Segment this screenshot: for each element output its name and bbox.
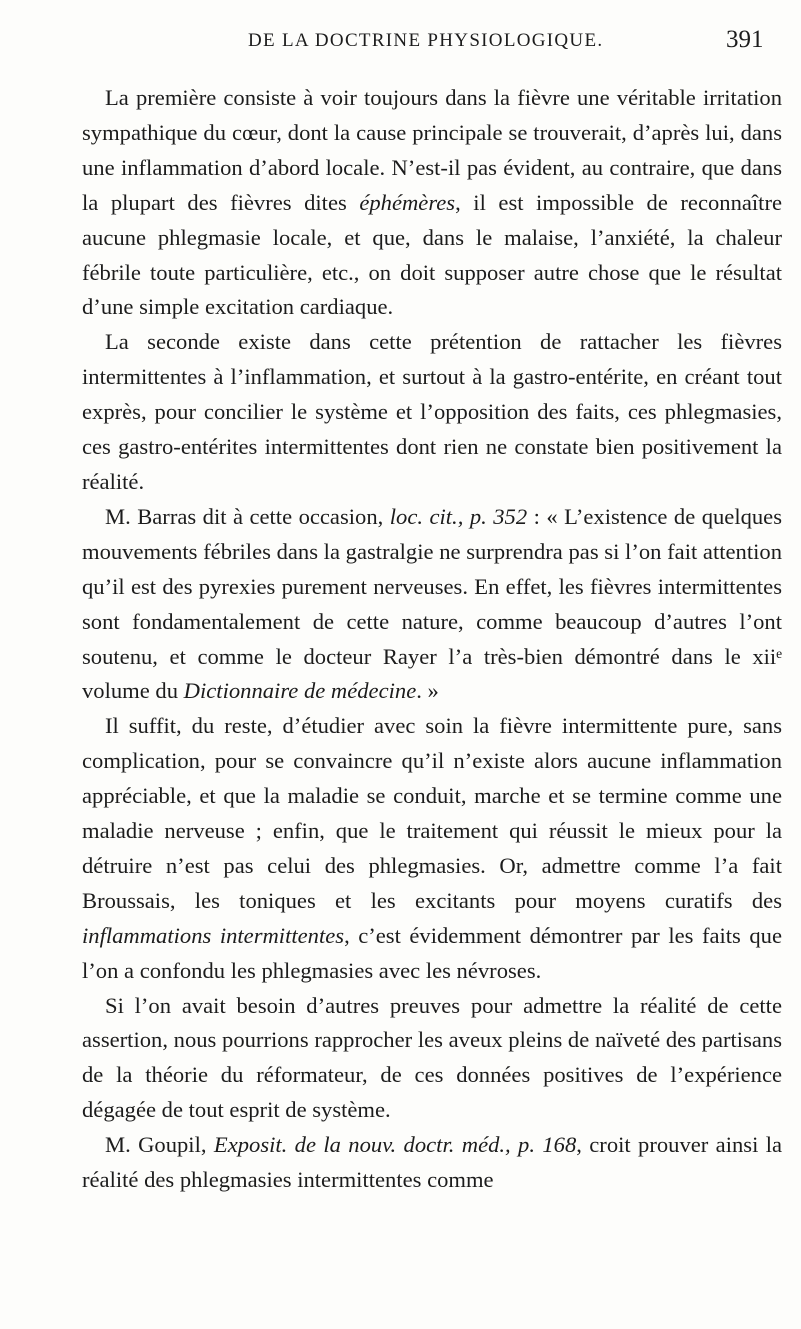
italic-citation: loc. cit., p. 352	[389, 503, 528, 529]
text-run: , il est impossible de reconnaître aucune phlegmasie locale, et que, dans le malaise, l’anxiété, la chaleur fébrile toute particulière, etc., on doit supposer autre chose que le résultat d’une simple excitation cardiaque.	[82, 189, 783, 320]
running-header	[0, 20, 801, 54]
text-run: : « L’existence de quelques mouvements fébriles dans la gastralgie ne surprendra pas si l’on fait attention qu’il est des pyrexies purement nerveuses. En effet, les fièvres intermittentes sont fondamentalement de cette nature, comme beaucoup d’autres l’ont soutenu, et comme le docteur Rayer l’a très-bien démontré dans le xiiᵉ volume du	[82, 503, 783, 704]
text-run: , c’est évidemment démontrer par les faits que l’on a confondu les phlegmasies avec les névroses.	[82, 922, 782, 983]
text-run: M. Barras dit à cette occasion,	[105, 503, 390, 529]
italic-citation: Exposit. de la nouv. doctr. méd., p. 168	[213, 1132, 577, 1158]
paragraph	[82, 1128, 782, 1198]
paragraph	[82, 325, 782, 500]
text-run: La première consiste à voir toujours dans la fièvre une véritable irritation sympathique du cœur, dont la cause principale se trouverait, d’après lui, dans une inflammation d’abord locale. N’est-il pas évident, au contraire, que dans la plupart des fièvres dites	[82, 85, 782, 215]
text-run: Si l’on avait besoin d’autres preuves pour admettre la réalité de cette assertion, nous pourrions rapprocher les aveux pleins de naïveté des partisans de la théorie du réformateur, de ces données positives de l’expérience dégagée de tout esprit de système.	[82, 992, 782, 1123]
text-run: , croit prouver ainsi la réalité des phlegmasies intermittentes comme	[82, 1132, 783, 1193]
text-run: M. Goupil,	[105, 1132, 214, 1158]
text-run: Il suffit, du reste, d’étudier avec soin la fièvre intermittente pure, sans complication, pour se convaincre qu’il n’existe alors aucune inflammation appréciable, et que la maladie se conduit, marche et se termine comme une maladie nerveuse ; enfin, que le traitement qui réussit le mieux pour la détruire n’est pas celui des phlegmasies. Or, admettre comme l’a fait Broussais, les toniques et les excitants pour moyens curatifs des	[82, 713, 782, 913]
running-title: DE LA DOCTRINE PHYSIOLOGIQUE.	[248, 30, 604, 51]
italic-title: Dictionnaire de médecine	[183, 678, 417, 704]
body-text	[82, 81, 782, 1198]
page-number: 391	[726, 26, 764, 53]
paragraph	[82, 989, 782, 1129]
text-run: La seconde existe dans cette prétention de rattacher les fièvres intermittentes à l’inflammation, et surtout à la gastro-entérite, en créant tout exprès, pour concilier le système et l’opposition des faits, ces phlegmasies, ces gastro-entérites intermittentes dont rien ne constate bien positivement la réalité.	[82, 329, 782, 494]
paragraph	[82, 81, 782, 325]
paragraph	[82, 500, 782, 709]
paragraph	[82, 709, 782, 988]
text-run: . »	[416, 678, 439, 704]
italic-term: éphémères	[359, 189, 456, 215]
italic-term: inflammations intermittentes	[82, 922, 345, 948]
